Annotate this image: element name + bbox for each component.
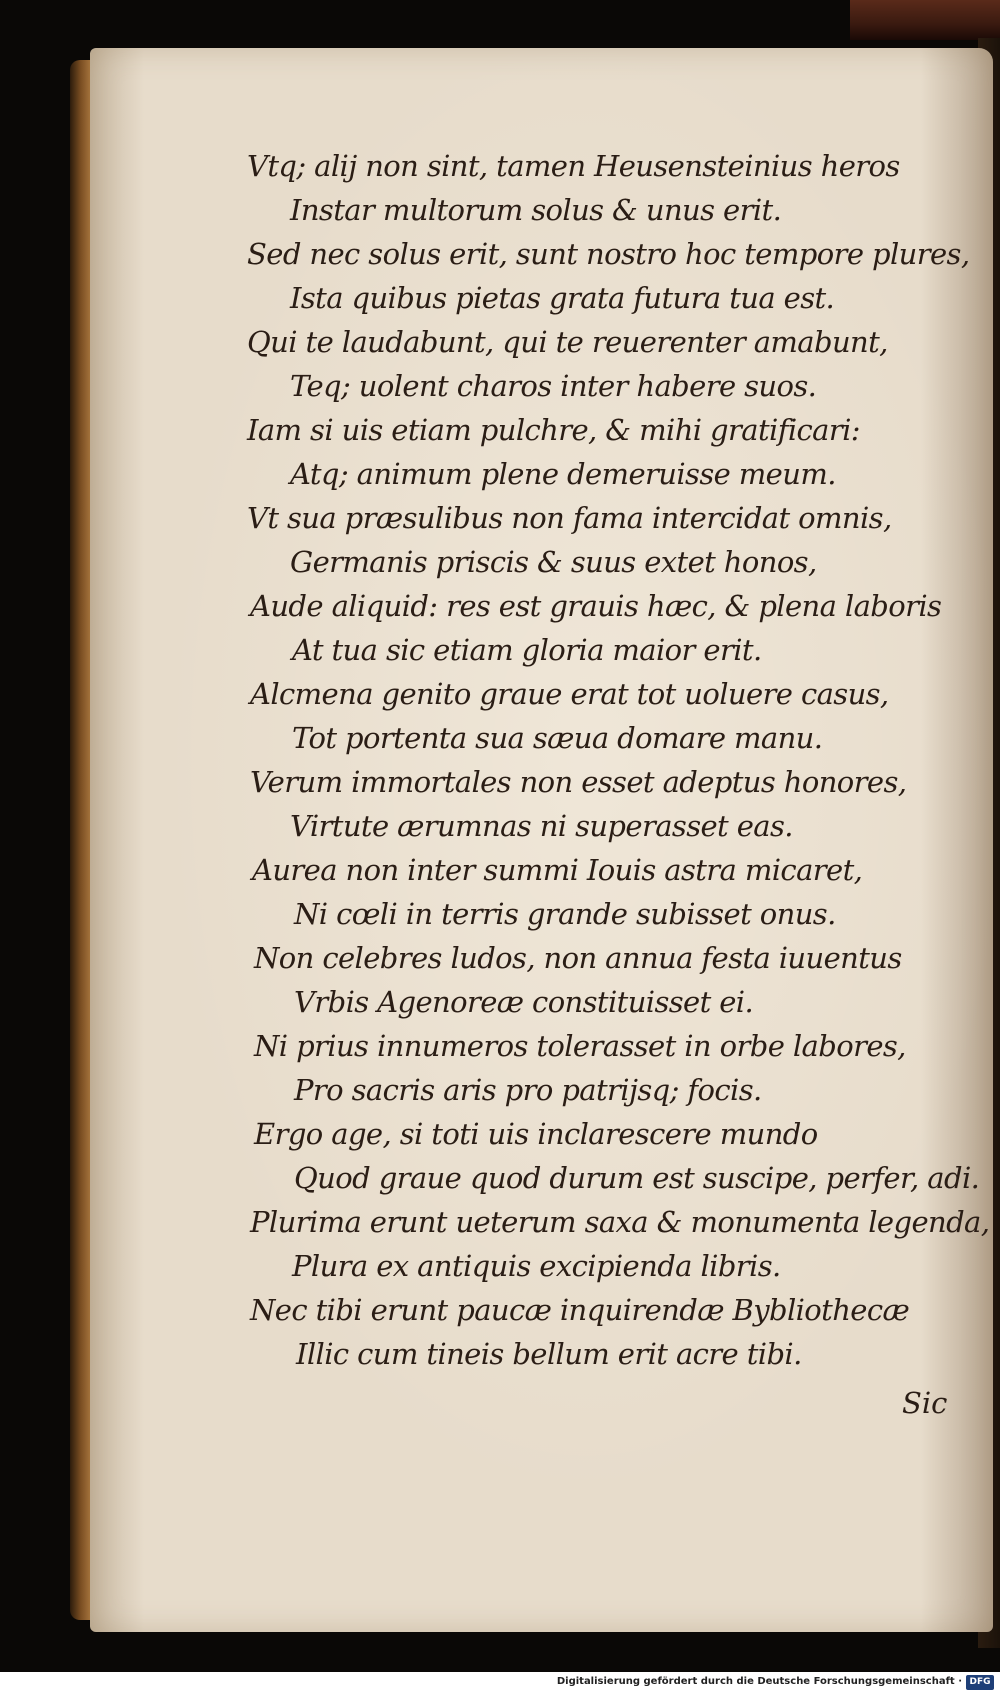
verse-line: Instar multorum solus & unus erit. (290, 193, 782, 227)
verse-line: Vrbis Agenoreæ constituisset ei. (294, 985, 754, 1019)
verse-line: Germanis priscis & suus extet honos, (290, 545, 817, 579)
catchword: Sic (902, 1386, 948, 1420)
verse-line: Illic cum tineis bellum erit acre tibi. (296, 1337, 802, 1371)
verse-line: Pro sacris aris pro patrijsq; focis. (294, 1073, 762, 1107)
verse-line: Alcmena genito graue erat tot uoluere casus, (250, 677, 889, 711)
verse-line: Atq; animum plene demeruisse meum. (290, 457, 836, 491)
verse-line: At tua sic etiam gloria maior erit. (292, 633, 762, 667)
verse-line: Sed nec solus erit, sunt nostro hoc tempore plures, (247, 237, 970, 271)
verse-line: Qui te laudabunt, qui te reuerenter amabunt, (247, 325, 888, 359)
dfg-logo: DFG (966, 1675, 994, 1690)
verse-line: Non celebres ludos, non annua festa iuuentus (254, 941, 902, 975)
funding-notice: Digitalisierung gefördert durch die Deutsche Forschungsgemeinschaft · (556, 1676, 962, 1687)
verse-line: Ni prius innumeros tolerasset in orbe labores, (254, 1029, 906, 1063)
verse-line: Ergo age, si toti uis inclarescere mundo (254, 1117, 818, 1151)
verse-line: Vtq; alij non sint, tamen Heusensteinius heros (247, 149, 900, 183)
verse-line: Aurea non inter summi Iouis astra micaret, (252, 853, 863, 887)
verse-line: Nec tibi erunt paucæ inquirendæ Bybliothecæ (250, 1293, 910, 1327)
verse-line: Quod graue quod durum est suscipe, perfer, adi. (294, 1161, 980, 1195)
verse-line: Teq; uolent charos inter habere suos. (290, 369, 817, 403)
verse-line: Ista quibus pietas grata futura tua est. (290, 281, 835, 315)
verse-line: Tot portenta sua sæua domare manu. (292, 721, 823, 755)
verse-line: Iam si uis etiam pulchre, & mihi gratificari: (247, 413, 860, 447)
verse-line: Plurima erunt ueterum saxa & monumenta legenda, (250, 1205, 990, 1239)
verse-line: Plura ex antiquis excipienda libris. (292, 1249, 781, 1283)
verse-line: Vt sua præsulibus non fama intercidat omnis, (247, 501, 892, 535)
verse-line: Verum immortales non esset adeptus honores, (250, 765, 907, 799)
digitization-footer (0, 1672, 1000, 1694)
verse-line: Virtute ærumnas ni superasset eas. (290, 809, 793, 843)
verse-line: Aude aliquid: res est grauis hæc, & plena laboris (250, 589, 942, 623)
verse-line: Ni cœli in terris grande subisset onus. (294, 897, 836, 931)
